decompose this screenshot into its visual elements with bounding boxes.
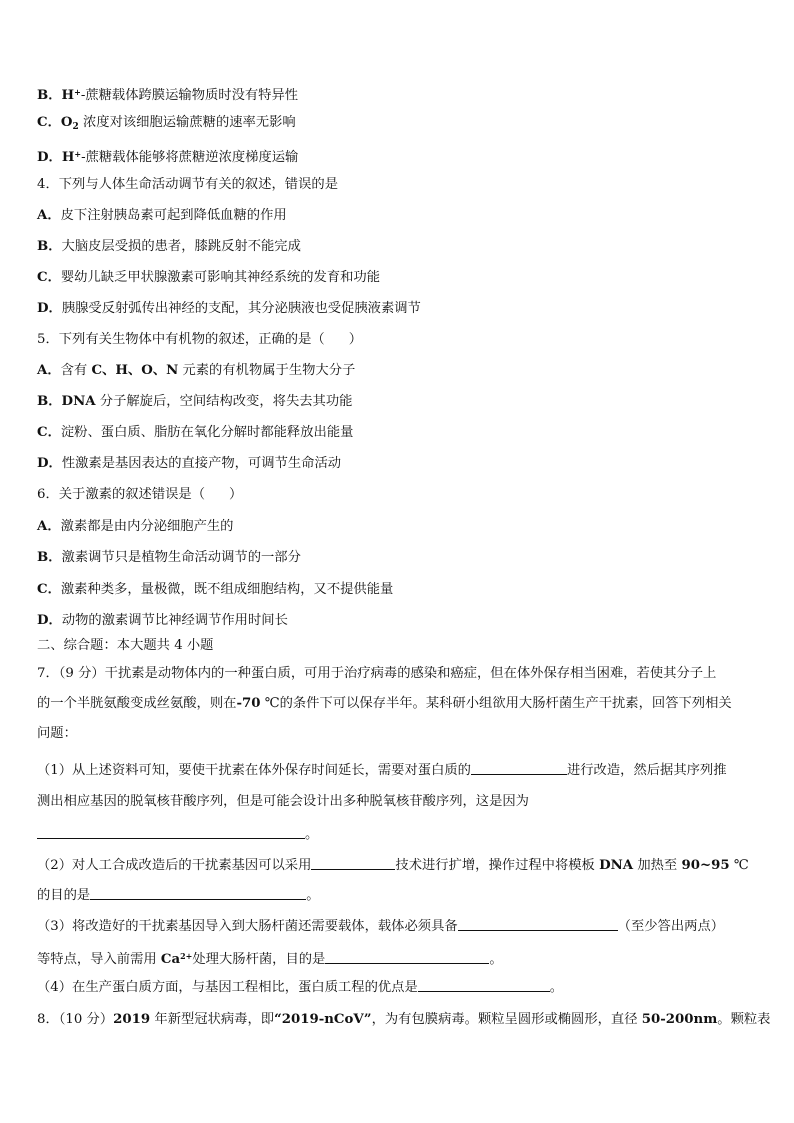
q8-text: ，为有包膜病毒。颗粒呈圆形或椭圆形，直径 — [371, 1012, 642, 1027]
q4-option-d — [37, 299, 757, 319]
option-letter: C． — [37, 270, 61, 285]
stem-text: 6．关于激素的叙述错误是（ — [37, 487, 206, 502]
q7-part-3-line-2 — [37, 946, 757, 970]
option-text: 动物的激素调节比神经调节作用时间长 — [61, 613, 288, 628]
q8-text: 年新型冠状病毒，即 — [150, 1012, 275, 1027]
q5-stem — [37, 330, 757, 350]
option-text: 婴幼儿缺乏甲状腺激素可影响其神经系统的发育和功能 — [60, 270, 381, 285]
option-letter: B． — [37, 394, 62, 409]
q3-option-b — [37, 82, 757, 106]
part-text: （4）在生产蛋白质方面，与基因工程相比，蛋白质工程的优点是 — [37, 980, 418, 995]
q5-option-c — [37, 423, 757, 443]
stem-text: 5．下列有关生物体中有机物的叙述，正确的是（ — [37, 332, 325, 347]
calcium-ion: Ca — [160, 952, 181, 967]
option-text: 皮下注射胰岛素可起到降低血糖的作用 — [60, 208, 287, 223]
q6-option-a — [37, 517, 757, 537]
part-text: （1）从上述资料可知，要使干扰素在体外保存时间延长，需要对蛋白质的 — [37, 763, 471, 778]
answer-blank[interactable] — [37, 824, 305, 839]
q8-stem — [37, 1010, 771, 1030]
part-end: 。 — [306, 888, 320, 903]
option-letter: B． — [37, 239, 62, 254]
option-text: 激素都是由内分泌细胞产生的 — [60, 519, 234, 534]
q7-line-1: 7．（9 分）干扰素是动物体内的一种蛋白质，可用于治疗病毒的感染和癌症，但在体外保存相当困难，若使其分子上 — [37, 666, 717, 681]
q3-option-d — [37, 144, 757, 168]
option-letter: B． — [37, 88, 62, 103]
option-letter: D． — [37, 456, 62, 471]
part-end: 。 — [489, 952, 503, 967]
q7-line-2 — [37, 694, 757, 714]
q8-text: 8．（10 分） — [37, 1012, 114, 1027]
q5-option-d — [37, 454, 757, 474]
q4-option-c — [37, 268, 757, 288]
option-text: 激素种类多，量极微，既不组成细胞结构，又不提供能量 — [60, 582, 394, 597]
stem-close: ） — [348, 332, 362, 347]
q4-stem: 4．下列与人体生命活动调节有关的叙述，错误的是 — [37, 177, 338, 192]
part-text: 处理大肠杆菌，目的是 — [192, 952, 326, 967]
q7-text: ℃的条件下可以保存半年。某科研小组欲用大肠杆菌生产干扰素，回答下列相关 — [260, 696, 732, 711]
q7-part-1-line-3 — [37, 824, 757, 845]
q7-line-3: 问题： — [37, 726, 77, 741]
h-ion: H — [61, 150, 75, 165]
dna-term: DNA — [599, 858, 634, 873]
option-text: 分子解旋后，空间结构改变，将失去其功能 — [95, 394, 353, 409]
part-text: （至少答出两点） — [617, 919, 725, 934]
q6-option-c — [37, 580, 757, 600]
q7-text: 的一个半胱氨酸变成丝氨酸，则在 — [37, 696, 237, 711]
option-letter: C． — [37, 582, 61, 597]
q7-part-2 — [37, 855, 757, 876]
option-text: -蔗糖载体能够将蔗糖逆浓度梯度运输 — [81, 150, 299, 165]
q6-stem — [37, 485, 757, 505]
q4-option-b — [37, 237, 757, 257]
unit: ℃ — [729, 858, 749, 873]
option-text: -蔗糖载体跨膜运输物质时没有特异性 — [80, 88, 299, 103]
q7-part-2-line-2 — [37, 885, 757, 906]
option-letter: D． — [37, 613, 62, 628]
h-ion-charge: + — [74, 87, 81, 97]
elements: C、H、O、N — [91, 363, 179, 378]
q7-part-1 — [37, 760, 757, 781]
answer-blank[interactable] — [471, 760, 567, 775]
part-end: 。 — [549, 980, 564, 995]
answer-blank[interactable] — [458, 916, 618, 931]
option-letter: D． — [37, 301, 62, 316]
option-letter: A． — [37, 208, 61, 223]
part-text: 加热至 — [633, 858, 682, 873]
option-letter: A． — [37, 363, 61, 378]
option-text: 大脑皮层受损的患者，膝跳反射不能完成 — [61, 239, 301, 254]
diameter: 50-200nm — [641, 1012, 718, 1027]
temperature-value: -70 — [236, 696, 261, 711]
q3-option-c — [37, 113, 757, 137]
oxygen-symbol: O — [60, 115, 73, 130]
temperature-range: 90~95 — [681, 858, 730, 873]
answer-blank[interactable] — [311, 855, 395, 870]
q5-option-a — [37, 361, 757, 381]
calcium-charge: 2+ — [180, 951, 193, 961]
answer-blank[interactable] — [90, 885, 306, 900]
option-letter: B． — [37, 550, 62, 565]
option-text: 浓度对该细胞运输蔗糖的速率无影响 — [82, 115, 296, 130]
option-text: 激素调节只是植物生命活动调节的一部分 — [61, 550, 301, 565]
q6-option-b — [37, 548, 757, 568]
section-heading: 二、综合题：本大题共 4 小题 — [37, 638, 214, 653]
option-letter: D． — [37, 150, 62, 165]
part-text: 的目的是 — [37, 888, 91, 903]
option-letter: C． — [37, 425, 61, 440]
virus-name: “2019-nCoV” — [274, 1012, 372, 1027]
part-text: 等特点，导入前需用 — [37, 952, 161, 967]
part-end: 。 — [305, 827, 319, 842]
option-text: 元素的有机物属于生物大分子 — [178, 363, 356, 378]
q4-option-a — [37, 206, 757, 226]
part-text: 进行改造，然后据其序列推 — [566, 763, 727, 778]
option-text: 含有 — [60, 363, 92, 378]
option-letter: C． — [37, 115, 61, 130]
q6-option-d — [37, 611, 757, 631]
answer-blank[interactable] — [418, 977, 550, 992]
q7-part-3 — [37, 916, 757, 937]
q7-part-4 — [37, 977, 757, 998]
oxygen-subscript: 2 — [72, 122, 79, 132]
h-ion-charge: + — [74, 149, 82, 159]
answer-blank[interactable] — [325, 949, 489, 964]
q7-part-1-line-2: 测出相应基因的脱氧核苷酸序列，但是可能会设计出多种脱氧核苷酸序列，这是因为 — [37, 794, 529, 809]
part-text: 技术进行扩增，操作过程中将模板 — [395, 858, 600, 873]
option-text: 胰腺受反射弧传出神经的支配，其分泌胰液也受促胰液素调节 — [61, 301, 421, 316]
year: 2019 — [113, 1012, 151, 1027]
part-text: （2）对人工合成改造后的干扰素基因可以采用 — [37, 858, 312, 873]
part-text: （3）将改造好的干扰素基因导入到大肠杆菌还需要载体，载体必须具备 — [37, 919, 458, 934]
q5-option-b — [37, 392, 757, 412]
q8-text: 。颗粒表 — [717, 1012, 771, 1027]
stem-close: ） — [229, 487, 243, 502]
option-text: 淀粉、蛋白质、脂肪在氧化分解时都能释放出能量 — [60, 425, 354, 440]
dna-term: DNA — [61, 394, 96, 409]
option-text: 性激素是基因表达的直接产物，可调节生命活动 — [61, 456, 342, 471]
option-letter: A． — [37, 519, 61, 534]
h-ion: H — [61, 88, 75, 103]
